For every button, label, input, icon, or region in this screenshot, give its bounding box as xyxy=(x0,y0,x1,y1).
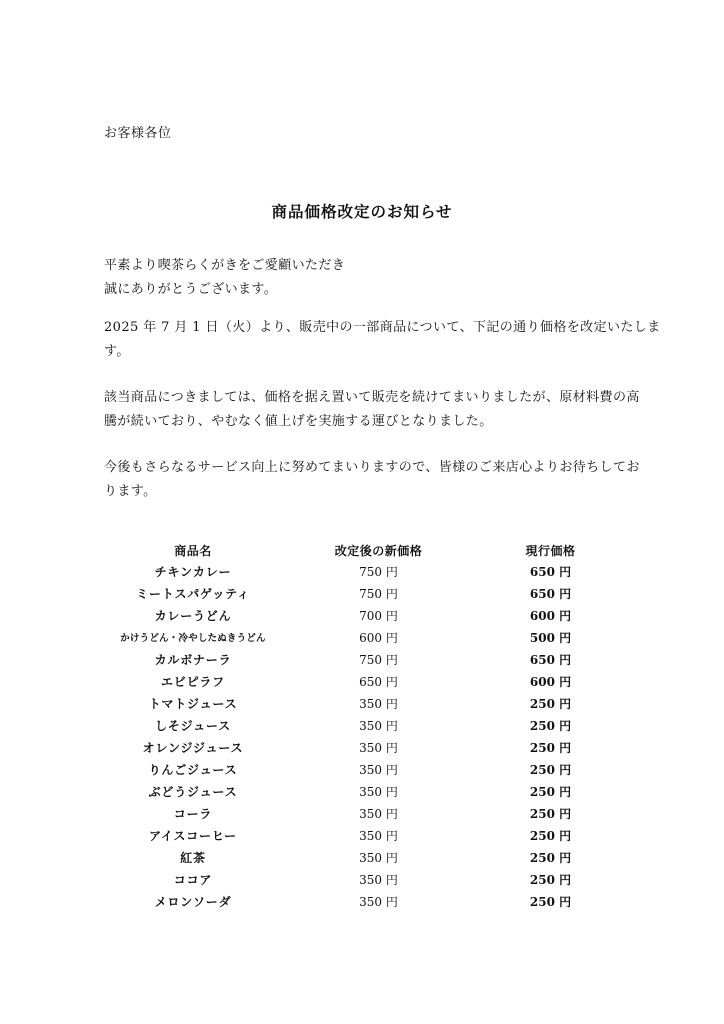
price-table xyxy=(95,540,635,912)
new-price-cell: 750 円 xyxy=(359,586,398,601)
effective-date-paragraph xyxy=(104,316,661,364)
salutation: お客様各位 xyxy=(104,126,172,141)
product-name-cell: チキンカレー xyxy=(154,564,232,579)
new-price-cell: 350 円 xyxy=(359,872,398,887)
table-row xyxy=(95,824,635,846)
header-product-name: 商品名 xyxy=(174,543,212,558)
product-name-cell: りんごジュース xyxy=(148,762,238,777)
current-price-cell: 250 円 xyxy=(529,696,572,711)
current-price-cell: 600 円 xyxy=(529,674,572,689)
current-price-cell: 250 円 xyxy=(529,828,572,843)
new-price-cell: 350 円 xyxy=(359,740,398,755)
table-row xyxy=(95,802,635,824)
paragraph-line: 2025 年 7 月 1 日（火）より、販売中の一部商品について、下記の通り価格を改定いたしま xyxy=(104,320,661,335)
current-price-cell: 250 円 xyxy=(529,850,572,865)
current-price-cell: 650 円 xyxy=(529,652,572,667)
table-row xyxy=(95,890,635,912)
price-rows xyxy=(95,560,635,912)
table-row xyxy=(95,626,635,648)
new-price-cell: 750 円 xyxy=(359,564,398,579)
current-price-cell: 250 円 xyxy=(529,894,572,909)
new-price-cell: 350 円 xyxy=(359,696,398,711)
new-price-cell: 600 円 xyxy=(359,630,398,645)
new-price-cell: 350 円 xyxy=(359,762,398,777)
product-name-cell: ココア xyxy=(173,872,213,887)
new-price-cell: 350 円 xyxy=(359,806,398,821)
new-price-cell: 350 円 xyxy=(359,784,398,799)
new-price-cell: 350 円 xyxy=(359,850,398,865)
current-price-cell: 250 円 xyxy=(529,784,572,799)
product-name-cell: 紅茶 xyxy=(180,850,206,865)
table-row xyxy=(95,582,635,604)
current-price-cell: 250 円 xyxy=(529,872,572,887)
header-new-price: 改定後の新価格 xyxy=(334,543,423,558)
paragraph-line: す。 xyxy=(104,344,130,359)
product-name-cell: カルボナーラ xyxy=(154,652,232,667)
product-name-cell: しそジュース xyxy=(155,718,231,733)
table-row xyxy=(95,736,635,758)
product-name-cell: カレーうどん xyxy=(154,608,232,623)
new-price-cell: 350 円 xyxy=(359,894,398,909)
table-row xyxy=(95,560,635,582)
product-name-cell: メロンソーダ xyxy=(154,894,232,909)
new-price-cell: 350 円 xyxy=(359,828,398,843)
product-name-cell: トマトジュース xyxy=(148,696,238,711)
document-title: 商品価格改定のお知らせ xyxy=(271,202,453,221)
table-header-row xyxy=(95,540,635,560)
table-row xyxy=(95,780,635,802)
table-row xyxy=(95,714,635,736)
paragraph-line: ります。 xyxy=(104,484,157,499)
current-price-cell: 250 円 xyxy=(529,740,572,755)
current-price-cell: 650 円 xyxy=(529,586,572,601)
product-name-cell: オレンジジュース xyxy=(142,740,244,755)
product-name-cell: ミートスパゲッティ xyxy=(136,586,250,601)
new-price-cell: 350 円 xyxy=(359,718,398,733)
product-name-cell: コーラ xyxy=(173,806,213,821)
product-name-cell: アイスコーヒー xyxy=(149,828,237,843)
new-price-cell: 650 円 xyxy=(359,674,398,689)
greeting-paragraph xyxy=(104,254,630,302)
new-price-cell: 700 円 xyxy=(359,608,398,623)
table-row xyxy=(95,648,635,670)
paragraph-line: 誠にありがとうございます。 xyxy=(104,282,278,297)
table-row xyxy=(95,758,635,780)
reason-paragraph xyxy=(104,386,640,434)
product-name-cell: かけうどん・冷やしたぬきうどん xyxy=(120,633,266,644)
table-row xyxy=(95,604,635,626)
header-current-price: 現行価格 xyxy=(525,543,576,558)
current-price-cell: 250 円 xyxy=(529,718,572,733)
paragraph-line: 今後もさらなるサービス向上に努めてまいりますので、皆様のご来店心よりお待ちしてお xyxy=(104,460,640,475)
paragraph-line: 該当商品につきましては、価格を据え置いて販売を続けてまいりましたが、原材料費の高 xyxy=(104,390,640,405)
current-price-cell: 600 円 xyxy=(529,608,572,623)
paragraph-line: 平素より喫茶らくがきをご愛顧いただき xyxy=(104,258,346,273)
current-price-cell: 500 円 xyxy=(529,630,572,645)
product-name-cell: エビピラフ xyxy=(160,674,225,689)
table-row xyxy=(95,868,635,890)
product-name-cell: ぶどうジュース xyxy=(148,784,238,799)
paragraph-line: 騰が続いており、やむなく値上げを実施する運びとなりました。 xyxy=(104,414,493,429)
table-row xyxy=(95,670,635,692)
current-price-cell: 650 円 xyxy=(529,564,572,579)
current-price-cell: 250 円 xyxy=(529,762,572,777)
current-price-cell: 250 円 xyxy=(529,806,572,821)
new-price-cell: 750 円 xyxy=(359,652,398,667)
closing-paragraph xyxy=(104,456,640,504)
table-row xyxy=(95,692,635,714)
table-row xyxy=(95,846,635,868)
